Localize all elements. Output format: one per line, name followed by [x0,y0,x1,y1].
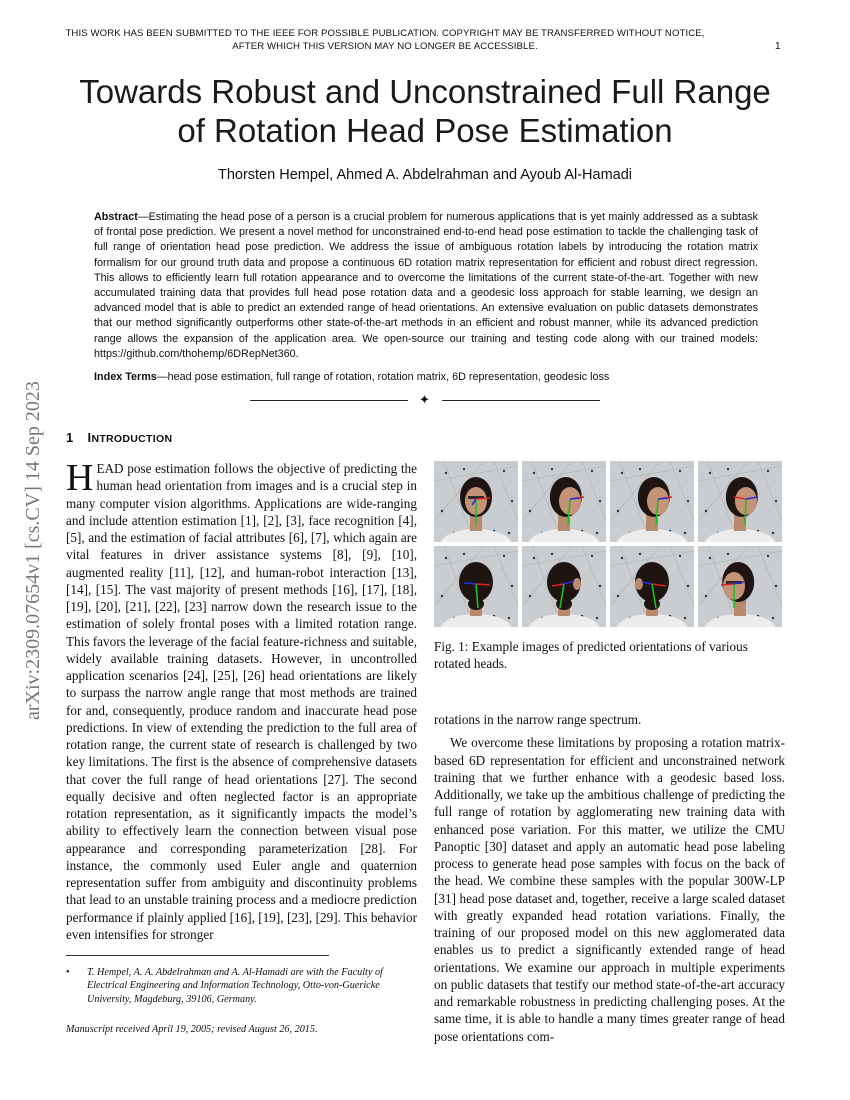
drop-cap: H [66,457,94,499]
notice-line-2: AFTER WHICH THIS VERSION MAY NO LONGER BE ACCESSIBLE. [232,41,538,52]
author-list: Thorsten Hempel, Ahmed A. Abdelrahman and Ayoub Al-Hamadi [217,167,633,183]
index-terms-text: —head pose estimation, full range of rotation, rotation matrix, 6D representation, geodesic loss [156,371,610,383]
section-title-initial: I [87,430,92,445]
arxiv-identifier: arXiv:2309.07654v1 [cs.CV] 14 Sep 2023 [22,381,44,720]
paper-title [40,72,810,150]
separator-diamond-icon: ✦ [419,392,430,407]
figure-panel-8 [698,546,782,627]
figure-panel-2 [522,461,606,542]
manuscript-note: Manuscript received April 19, 2005; revised August 26, 2015. [66,1024,318,1035]
body-right-column [434,711,785,1045]
footnote-text: T. Hempel, A. A. Abdelrahman and A. Al-Hamadi are with the Faculty of Electrical Engineering and Information Technology, Otto-von-Guericke University, Magdeburg, 39106, Germany. [87,967,383,1005]
title-line-2: of Rotation Head Pose Estimation [177,112,673,149]
figure-panel-7 [610,546,694,627]
figure-head-poses [434,461,785,629]
section-separator [250,394,600,408]
abstract [94,210,758,362]
separator-line-left [250,400,408,401]
intro-paragraph [66,457,417,943]
figure-panel-1 [434,461,518,542]
figure-panel-3 [610,461,694,542]
figure-panel-6 [522,546,606,627]
page-number: 1 [775,41,781,52]
section-number: 1 [66,430,74,445]
right-column-paragraph: We overcome these limitations by proposing a rotation matrix-based 6D representation for efficient and unconstrained network training that we further enhance with a geodesic based loss. Additionally, we take up the ambitious challenge of predicting the full range of rotation by agglomerating new training data with enhanced pose variation. For this matter, we utilize the CMU Panoptic [30] dataset and apply an automatic head pose labeling process to generate head pose samples with focus on the back of the head. We combine these samples with the popular 300W-LP [31] head pose dataset and, together, receive a large scaled dataset with greatly expanded head rotation variations. Finally, the training of our proposed model on this new agglomerated data enables us to predict a significantly extended range of head orientations. We examine our approach in multiple experiments on public datasets that testify our method state-of-the-art accuracy and remarkable robustness in predicting challenging poses. At the same time, it is able to handle a many times greater range of head pose orientations com- [434,735,785,1044]
left-column-text: pose estimation follows the objective of predicting the human head orientation from images and is a crucial step in many computer vision algorithms. Applications are wide-ranging and include attention estimation [1], [2], [3], face recognition [4], [5], and the estimation of facial attributes [6], [7], which again are vital features in driver assistance systems [8], [9], [10], augmented reality [11], [12], and human-robot interaction [13], [14], [15]. The vast majority of present methods [16], [17], [18], [19], [20], [21], [22], [23] narrow down the research issue to the estimation of solely frontal poses with a limited rotation range. This favors the leverage of the facial feature-richness and suitable, widely available training datasets. However, in uncontrolled application scenarios [24], [25], [26] head orientations are likely to surpass the narrow angle range that most methods are trained for and, consequently, produce random and inaccurate head pose predictions. In view of extending the prediction to the full area of rotation range, the current state of research is challenged by two key limitations. The first is the absence of comprehensive datasets that cover the full range of head orientations [27]. The second equally decisive and often neglected factor is an appropriate rotation representation, as it significantly impacts the model’s ability to effectively learn the connection between visual pose appearance and corresponding parameterization [28]. For instance, the commonly used Euler angle and quaternion representation suffer from ambiguity and discontinuity problems that lead to an unstable training process and a mediocre prediction performance if plainly applied [16], [19], [23], [29]. This behavior even intensifies for stronger [66,461,417,942]
right-column-continuation: rotations in the narrow range spectrum. [434,712,642,727]
title-line-1: Towards Robust and Unconstrained Full Range [79,73,771,110]
first-word-rest: EAD [96,461,124,476]
copyright-notice [60,27,710,53]
footnote-bullet: • [66,967,70,978]
figure-panel-5 [434,546,518,627]
separator-line-right [442,400,600,401]
index-terms [94,370,758,385]
abstract-text: —Estimating the head pose of a person is a crucial problem for numerous applications that is yet mainly addressed as a subtask of frontal pose prediction. We present a novel method for unconstrained end-to-end head pose estimation to tackle the challenging task of full range of orientation head pose prediction. We address the issue of ambiguous rotation labels by introducing the rotation matrix formalism for our ground truth data and propose a continuous 6D rotation matrix representation for efficient and robust direct regression. This allows to efficiently learn full rotation appearance and to overcome the limitations of the current state-of-the-art. Together with new accumulated training data that provides full head pose rotation data and a geodesic loss approach for stable learning, we design an advanced model that is able to predict an extended range of head orientations. An extensive evaluation on public datasets demonstrates that our method significantly outperforms other state-of-the-art methods in an efficient and robust manner, while its advanced prediction range allows the expansion of the application area. We open-source our training and testing code along with our trained models: https://github.com/thohemp/6DRepNet360. [94,211,758,360]
figure-panel-4 [698,461,782,542]
footnote [66,966,417,1006]
footnote-rule [66,955,329,956]
section-title-rest: NTRODUCTION [91,433,173,445]
figure-caption: Fig. 1: Example images of predicted orientations of various rotated heads. [434,639,748,671]
section-heading [66,430,172,445]
abstract-label: Abstract [94,211,138,223]
body-left-column [66,457,417,943]
notice-line-1: THIS WORK HAS BEEN SUBMITTED TO THE IEEE FOR POSSIBLE PUBLICATION. COPYRIGHT MAY BE TRANSFERRED WITHOUT NOTICE, [65,28,705,39]
index-terms-label: Index Terms [94,371,157,383]
